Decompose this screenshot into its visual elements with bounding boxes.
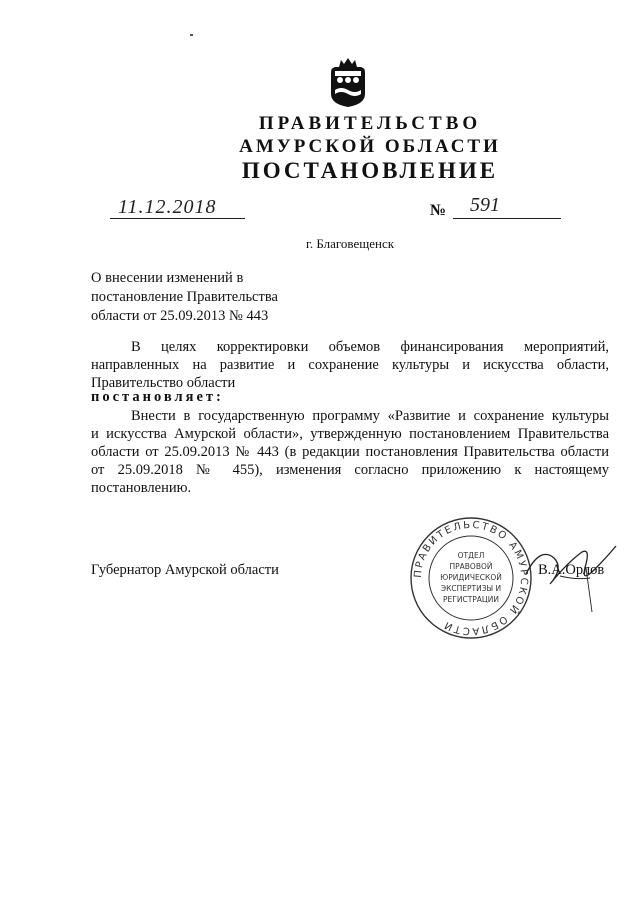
signer-name: В.А.Орлов bbox=[538, 562, 605, 578]
subject-line: области от 25.09.2013 № 443 bbox=[91, 308, 269, 324]
date-underline bbox=[110, 218, 245, 219]
stamp-ring-text: ПРАВИТЕЛЬСТВО АМУРСКОЙ ОБЛАСТИ bbox=[412, 519, 530, 637]
region-title: АМУРСКОЙ ОБЛАСТИ bbox=[239, 136, 501, 157]
coat-of-arms-icon bbox=[327, 58, 369, 108]
signer-position: Губернатор Амурской области bbox=[91, 562, 279, 578]
handwritten-signature-icon bbox=[520, 540, 620, 620]
stamp-center-text: ПРАВОВОЙ bbox=[449, 562, 493, 571]
document-date: 11.12.2018 bbox=[118, 196, 217, 218]
decision-paragraph bbox=[91, 407, 609, 497]
stamp-center-text: ЮРИДИЧЕСКОЙ bbox=[440, 573, 502, 582]
preamble-paragraph bbox=[91, 338, 609, 392]
scan-speck bbox=[190, 34, 193, 36]
stamp-center-text: ЭКСПЕРТИЗЫ И bbox=[440, 584, 502, 593]
number-sign: № bbox=[430, 202, 447, 219]
official-stamp-icon bbox=[409, 516, 533, 640]
city-label: г. Благовещенск bbox=[305, 236, 395, 251]
number-underline bbox=[453, 218, 561, 219]
paragraph-line: В целях корректировки объемов финансирования мероприятий, bbox=[131, 339, 609, 355]
paragraph-line: от 25.09.2018 № 455), изменения согласно приложению к настоящему bbox=[91, 462, 609, 478]
paragraph-line: области от 25.09.2013 № 443 (в редакции постановления Правительства области bbox=[91, 444, 609, 460]
paragraph-line: постановлению. bbox=[91, 480, 192, 496]
paragraph-line: Правительство области bbox=[91, 375, 236, 391]
stamp-center-text: РЕГИСТРАЦИИ bbox=[443, 595, 499, 604]
decree-word: постановляет: bbox=[91, 389, 224, 405]
paragraph-line: Внести в государственную программу «Развитие и сохранение культуры bbox=[131, 408, 609, 424]
document-number: 591 bbox=[470, 194, 500, 216]
document-type-title: ПОСТАНОВЛЕНИЕ bbox=[241, 158, 499, 183]
document-subject bbox=[91, 269, 278, 326]
paragraph-line: и искусства Амурской области», утвержденную постановлением Правительства bbox=[91, 426, 609, 442]
stamp-center-text: ОТДЕЛ bbox=[457, 551, 485, 560]
subject-line: О внесении изменений в bbox=[91, 270, 244, 286]
paragraph-line: направленных на развитие и сохранение культуры и искусства области, bbox=[91, 357, 609, 373]
government-title: ПРАВИТЕЛЬСТВО bbox=[258, 113, 482, 134]
subject-line: постановление Правительства bbox=[91, 289, 278, 305]
